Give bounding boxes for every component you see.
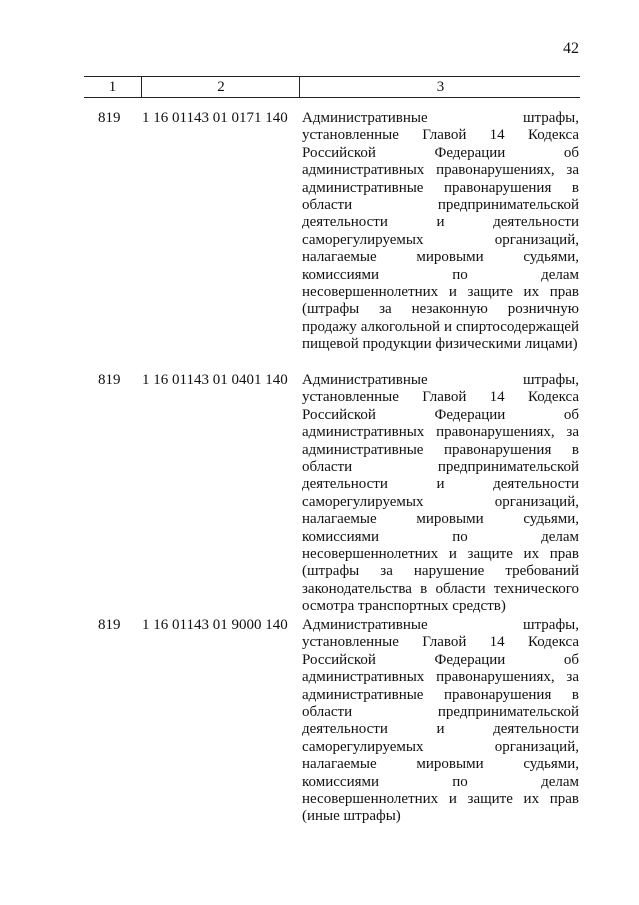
column-header-2: 2 bbox=[141, 77, 300, 97]
table-body bbox=[0, 104, 639, 831]
column-header-1: 1 bbox=[108, 79, 117, 95]
kbk-code-cell: 1 16 01143 01 0171 140 bbox=[142, 110, 288, 126]
revenue-name-cell: Административные штрафы, установленные Главой 14 Кодекса Российской Федерации об административных правонарушениях, за административные правонарушения в области предпринимательской деятельности и деятельности саморегулируемых организаций, налагаемые мировыми судьями, комиссиями по делам несовершеннолетних и защите их прав (штрафы за незаконную розничную продажу алкогольной и спиртосодержащей пищевой продукции физическими лицами) bbox=[302, 110, 579, 353]
table-row bbox=[0, 366, 639, 615]
revenue-name-cell: Административные штрафы, установленные Главой 14 Кодекса Российской Федерации об административных правонарушениях, за административные правонарушения в области предпринимательской деятельности и деятельности саморегулируемых организаций, налагаемые мировыми судьями, комиссиями по делам несовершеннолетних и защите их прав (штрафы за нарушение требований законодательства в области технического осмотра транспортных средств) bbox=[302, 372, 579, 615]
page-number: 42 bbox=[563, 40, 579, 57]
admin-code-cell: 819 bbox=[98, 110, 121, 126]
kbk-code-cell: 1 16 01143 01 9000 140 bbox=[142, 617, 288, 633]
kbk-code-cell: 1 16 01143 01 0401 140 bbox=[142, 372, 288, 388]
admin-code-cell: 819 bbox=[98, 617, 121, 633]
table-row bbox=[0, 611, 639, 831]
column-header-3: 3 bbox=[299, 77, 581, 97]
revenue-name-cell: Административные штрафы, установленные Главой 14 Кодекса Российской Федерации об административных правонарушениях, за административные правонарушения в области предпринимательской деятельности и деятельности саморегулируемых организаций, налагаемые мировыми судьями, комиссиями по делам несовершеннолетних и защите их прав (иные штрафы) bbox=[302, 617, 579, 825]
table-row bbox=[0, 104, 639, 366]
table-header bbox=[84, 76, 580, 98]
admin-code-cell: 819 bbox=[98, 372, 121, 388]
